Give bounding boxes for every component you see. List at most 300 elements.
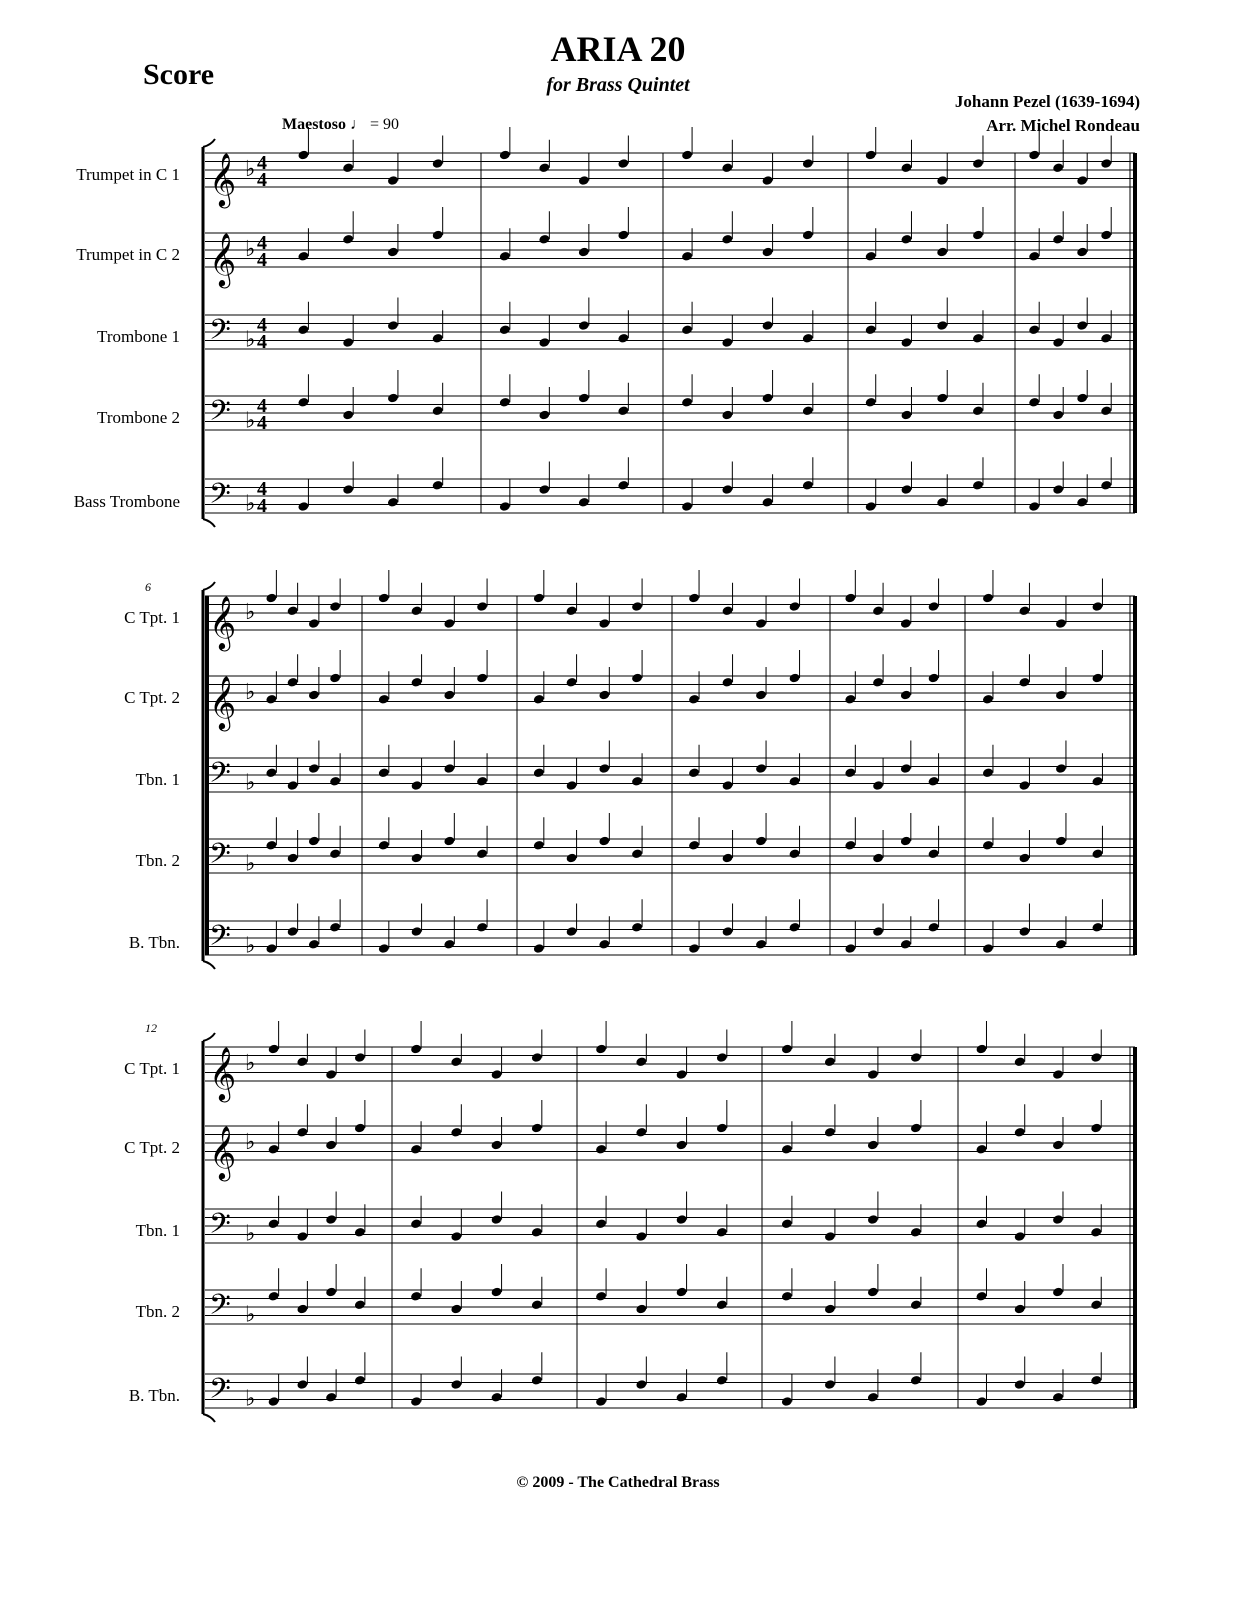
time-signature-denominator: 4 — [257, 169, 267, 191]
note-head — [325, 1287, 337, 1298]
note-head — [578, 175, 590, 186]
note-head — [297, 397, 309, 408]
note-head — [910, 1052, 922, 1063]
note-head — [308, 836, 320, 847]
note-head — [531, 1052, 543, 1063]
note-head — [1052, 1214, 1064, 1225]
note-head — [872, 780, 884, 791]
note-head — [721, 162, 733, 173]
bass-clef-icon: 𝄢 — [209, 1209, 231, 1247]
note-head — [867, 1069, 879, 1080]
note-head — [595, 1218, 607, 1229]
note-head — [1100, 480, 1112, 491]
note-head — [578, 393, 590, 404]
bracket-hook — [203, 1414, 215, 1422]
note-head — [410, 1144, 422, 1155]
note-head — [788, 601, 800, 612]
note-head — [450, 1127, 462, 1138]
note-head — [450, 1231, 462, 1242]
note-head — [681, 150, 693, 161]
note-head — [972, 333, 984, 344]
note-head — [1091, 848, 1103, 859]
note-head — [721, 926, 733, 937]
note-head — [297, 501, 309, 512]
note-head — [432, 480, 444, 491]
note-head — [329, 922, 341, 933]
note-head — [578, 497, 590, 508]
note-head — [531, 1123, 543, 1134]
instrument-name: B. Tbn. — [128, 933, 180, 952]
note-head — [716, 1123, 728, 1134]
note-head — [491, 1287, 503, 1298]
flat-icon: ♭ — [245, 1129, 256, 1154]
note-head — [975, 1396, 987, 1407]
treble-clef-icon: 𝄞 — [209, 234, 237, 285]
note-head — [755, 836, 767, 847]
note-head — [688, 767, 700, 778]
note-head — [325, 1140, 337, 1151]
note-head — [595, 1291, 607, 1302]
note-head — [1052, 337, 1064, 348]
note-head — [499, 251, 511, 262]
note-head — [296, 1056, 308, 1067]
note-head — [598, 939, 610, 950]
flat-icon: ♭ — [245, 490, 256, 516]
note-head — [308, 690, 320, 701]
note-head — [781, 1044, 793, 1055]
note-head — [411, 677, 423, 688]
note-head — [900, 234, 912, 245]
note-head — [329, 776, 341, 787]
note-head — [1076, 175, 1088, 186]
note-head — [755, 618, 767, 629]
note-head — [802, 230, 814, 241]
copyright-footer: © 2009 - The Cathedral Brass — [516, 1474, 720, 1491]
note-head — [329, 673, 341, 684]
note-head — [268, 1044, 280, 1055]
note-head — [1091, 601, 1103, 612]
note-head — [287, 605, 299, 616]
note-head — [491, 1069, 503, 1080]
note-head — [342, 484, 354, 495]
note-head — [297, 150, 309, 161]
note-head — [1055, 939, 1067, 950]
note-head — [566, 853, 578, 864]
note-head — [802, 480, 814, 491]
note-head — [354, 1375, 366, 1386]
note-head — [410, 1218, 422, 1229]
treble-clef-icon: 𝄞 — [209, 1127, 237, 1178]
note-head — [1052, 162, 1064, 173]
note-head — [1052, 484, 1064, 495]
note-head — [928, 848, 940, 859]
note-head — [566, 677, 578, 688]
composer-credit: Johann Pezel (1639-1694) — [954, 92, 1140, 111]
instrument-name: Trombone 1 — [97, 327, 180, 346]
note-head — [378, 593, 390, 604]
note-head — [378, 767, 390, 778]
note-head — [910, 1123, 922, 1134]
flat-icon: ♭ — [245, 407, 256, 433]
note-head — [476, 601, 488, 612]
note-head — [844, 943, 856, 954]
note-head — [1100, 405, 1112, 416]
note-head — [595, 1044, 607, 1055]
note-head — [411, 780, 423, 791]
bracket-hook — [203, 961, 215, 969]
note-head — [410, 1044, 422, 1055]
note-head — [499, 501, 511, 512]
note-head — [533, 943, 545, 954]
note-head — [443, 690, 455, 701]
note-head — [308, 618, 320, 629]
note-head — [631, 601, 643, 612]
note-head — [443, 836, 455, 847]
note-head — [354, 1123, 366, 1134]
note-head — [1055, 618, 1067, 629]
bracket-hook — [203, 1033, 215, 1041]
instrument-name: C Tpt. 2 — [124, 688, 180, 707]
note-head — [762, 247, 774, 258]
note-head — [676, 1140, 688, 1151]
note-head — [844, 840, 856, 851]
note-head — [598, 836, 610, 847]
bracket-hook — [203, 139, 215, 147]
note-head — [631, 673, 643, 684]
piece-title: ARIA 20 — [550, 29, 686, 69]
note-head — [762, 497, 774, 508]
note-head — [1052, 410, 1064, 421]
note-head — [1018, 605, 1030, 616]
bass-clef-icon: 𝄢 — [209, 839, 231, 877]
quarter-note-icon: ♩ — [349, 116, 366, 133]
note-head — [450, 1379, 462, 1390]
note-head — [566, 605, 578, 616]
note-head — [1028, 324, 1040, 335]
note-head — [432, 230, 444, 241]
note-head — [265, 593, 277, 604]
note-head — [872, 926, 884, 937]
note-head — [762, 175, 774, 186]
note-head — [975, 1144, 987, 1155]
note-head — [1076, 247, 1088, 258]
note-head — [598, 763, 610, 774]
time-signature-numerator: 4 — [257, 314, 267, 336]
note-head — [721, 234, 733, 245]
note-head — [936, 247, 948, 258]
note-head — [598, 618, 610, 629]
note-head — [635, 1127, 647, 1138]
note-head — [1090, 1123, 1102, 1134]
note-head — [499, 150, 511, 161]
note-head — [296, 1304, 308, 1315]
note-head — [354, 1299, 366, 1310]
note-head — [928, 673, 940, 684]
note-head — [538, 484, 550, 495]
note-head — [443, 618, 455, 629]
note-head — [910, 1375, 922, 1386]
flat-icon: ♭ — [245, 679, 256, 704]
note-head — [631, 848, 643, 859]
note-head — [265, 694, 277, 705]
note-head — [802, 405, 814, 416]
note-head — [325, 1069, 337, 1080]
note-head — [721, 410, 733, 421]
note-head — [354, 1227, 366, 1238]
note-head — [1052, 1069, 1064, 1080]
note-head — [982, 694, 994, 705]
note-head — [928, 922, 940, 933]
note-head — [1014, 1231, 1026, 1242]
note-head — [928, 601, 940, 612]
flat-icon: ♭ — [245, 1050, 256, 1075]
note-head — [676, 1287, 688, 1298]
note-head — [844, 593, 856, 604]
instrument-name: Trumpet in C 2 — [76, 245, 180, 264]
bass-clef-icon: 𝄢 — [209, 315, 231, 353]
note-head — [1028, 397, 1040, 408]
note-head — [533, 593, 545, 604]
note-head — [982, 593, 994, 604]
note-head — [982, 943, 994, 954]
instrument-name: Tbn. 1 — [135, 770, 180, 789]
note-head — [1091, 776, 1103, 787]
note-head — [1052, 234, 1064, 245]
note-head — [411, 926, 423, 937]
note-head — [865, 501, 877, 512]
note-head — [972, 230, 984, 241]
note-head — [287, 780, 299, 791]
note-head — [676, 1214, 688, 1225]
note-head — [296, 1127, 308, 1138]
note-head — [867, 1214, 879, 1225]
note-head — [268, 1396, 280, 1407]
note-head — [387, 320, 399, 331]
note-head — [533, 694, 545, 705]
note-head — [410, 1291, 422, 1302]
flat-icon: ♭ — [245, 850, 256, 876]
note-head — [900, 484, 912, 495]
note-head — [378, 694, 390, 705]
note-head — [721, 780, 733, 791]
instrument-name: Tbn. 2 — [135, 851, 180, 870]
note-head — [688, 694, 700, 705]
note-head — [755, 939, 767, 950]
note-head — [781, 1144, 793, 1155]
note-head — [432, 333, 444, 344]
note-head — [296, 1379, 308, 1390]
tempo-value: = 90 — [369, 116, 400, 133]
note-head — [936, 320, 948, 331]
note-head — [499, 397, 511, 408]
note-head — [533, 767, 545, 778]
note-head — [443, 763, 455, 774]
note-head — [325, 1392, 337, 1403]
note-head — [802, 158, 814, 169]
note-head — [676, 1392, 688, 1403]
note-head — [802, 333, 814, 344]
bass-clef-icon: 𝄢 — [209, 479, 231, 517]
note-head — [872, 605, 884, 616]
note-head — [867, 1140, 879, 1151]
note-head — [1090, 1227, 1102, 1238]
note-head — [595, 1144, 607, 1155]
note-head — [1028, 150, 1040, 161]
time-signature-numerator: 4 — [257, 395, 267, 417]
note-head — [755, 763, 767, 774]
note-head — [1028, 251, 1040, 262]
note-head — [900, 690, 912, 701]
time-signature-numerator: 4 — [257, 232, 267, 254]
note-head — [900, 618, 912, 629]
note-head — [378, 943, 390, 954]
note-head — [1018, 780, 1030, 791]
note-head — [872, 677, 884, 688]
note-head — [411, 605, 423, 616]
note-head — [762, 393, 774, 404]
note-head — [716, 1052, 728, 1063]
note-head — [681, 501, 693, 512]
note-head — [538, 234, 550, 245]
bass-clef-icon: 𝄢 — [209, 758, 231, 796]
note-head — [533, 840, 545, 851]
note-head — [342, 337, 354, 348]
instrument-name: C Tpt. 1 — [124, 1059, 180, 1078]
note-head — [788, 922, 800, 933]
note-head — [598, 690, 610, 701]
note-head — [617, 480, 629, 491]
note-head — [499, 324, 511, 335]
note-head — [387, 175, 399, 186]
note-head — [1100, 158, 1112, 169]
note-head — [824, 1127, 836, 1138]
note-head — [900, 162, 912, 173]
note-head — [865, 397, 877, 408]
treble-clef-icon: 𝄞 — [209, 1048, 237, 1099]
note-head — [617, 230, 629, 241]
note-head — [688, 840, 700, 851]
bass-clef-icon: 𝄢 — [209, 921, 231, 959]
note-head — [781, 1396, 793, 1407]
note-head — [1100, 333, 1112, 344]
note-head — [1052, 1140, 1064, 1151]
bass-clef-icon: 𝄢 — [209, 1374, 231, 1412]
note-head — [1090, 1052, 1102, 1063]
note-head — [329, 848, 341, 859]
note-head — [781, 1218, 793, 1229]
note-head — [631, 776, 643, 787]
note-head — [975, 1291, 987, 1302]
note-head — [972, 158, 984, 169]
time-signature-numerator: 4 — [257, 152, 267, 174]
note-head — [721, 677, 733, 688]
note-head — [688, 593, 700, 604]
note-head — [1014, 1127, 1026, 1138]
note-head — [681, 251, 693, 262]
note-head — [716, 1375, 728, 1386]
note-head — [872, 853, 884, 864]
instrument-name: Tbn. 1 — [135, 1221, 180, 1240]
piece-subtitle: for Brass Quintet — [546, 74, 690, 96]
note-head — [781, 1291, 793, 1302]
note-head — [443, 939, 455, 950]
note-head — [1052, 1287, 1064, 1298]
bracket-hook — [203, 519, 215, 527]
note-head — [716, 1227, 728, 1238]
note-head — [1090, 1299, 1102, 1310]
note-head — [578, 320, 590, 331]
note-head — [1055, 690, 1067, 701]
note-head — [1018, 677, 1030, 688]
score-label: Score — [143, 58, 215, 91]
note-head — [716, 1299, 728, 1310]
note-head — [566, 926, 578, 937]
flat-icon: ♭ — [245, 769, 256, 795]
note-head — [867, 1287, 879, 1298]
note-head — [721, 605, 733, 616]
note-head — [265, 840, 277, 851]
note-head — [844, 767, 856, 778]
note-head — [617, 158, 629, 169]
treble-clef-icon: 𝄞 — [209, 154, 237, 205]
bracket-hook — [203, 582, 215, 590]
note-head — [824, 1379, 836, 1390]
measure-number: 12 — [145, 1021, 157, 1035]
note-head — [681, 397, 693, 408]
note-head — [342, 410, 354, 421]
note-head — [910, 1299, 922, 1310]
note-head — [411, 853, 423, 864]
note-head — [491, 1392, 503, 1403]
note-head — [1076, 497, 1088, 508]
flat-icon: ♭ — [245, 1220, 256, 1246]
note-head — [824, 1056, 836, 1067]
note-head — [450, 1056, 462, 1067]
time-signature-denominator: 4 — [257, 249, 267, 271]
note-head — [982, 767, 994, 778]
flat-icon: ♭ — [245, 599, 256, 624]
note-head — [721, 853, 733, 864]
note-head — [900, 836, 912, 847]
note-head — [265, 943, 277, 954]
note-head — [578, 247, 590, 258]
note-head — [566, 780, 578, 791]
instrument-name: Bass Trombone — [73, 492, 180, 511]
instrument-name: C Tpt. 2 — [124, 1138, 180, 1157]
note-head — [865, 251, 877, 262]
note-head — [1055, 836, 1067, 847]
note-head — [595, 1396, 607, 1407]
note-head — [378, 840, 390, 851]
note-head — [688, 943, 700, 954]
note-head — [900, 763, 912, 774]
instrument-name: Trumpet in C 1 — [76, 165, 180, 184]
time-signature-denominator: 4 — [257, 495, 267, 517]
bass-clef-icon: 𝄢 — [209, 396, 231, 434]
note-head — [755, 690, 767, 701]
note-head — [865, 324, 877, 335]
note-head — [287, 926, 299, 937]
note-head — [910, 1227, 922, 1238]
note-head — [354, 1052, 366, 1063]
instrument-name: B. Tbn. — [128, 1386, 180, 1405]
time-signature-denominator: 4 — [257, 412, 267, 434]
arranger-credit: Arr. Michel Rondeau — [986, 116, 1140, 135]
flat-icon: ♭ — [245, 156, 256, 181]
note-head — [975, 1218, 987, 1229]
note-head — [900, 337, 912, 348]
note-head — [676, 1069, 688, 1080]
